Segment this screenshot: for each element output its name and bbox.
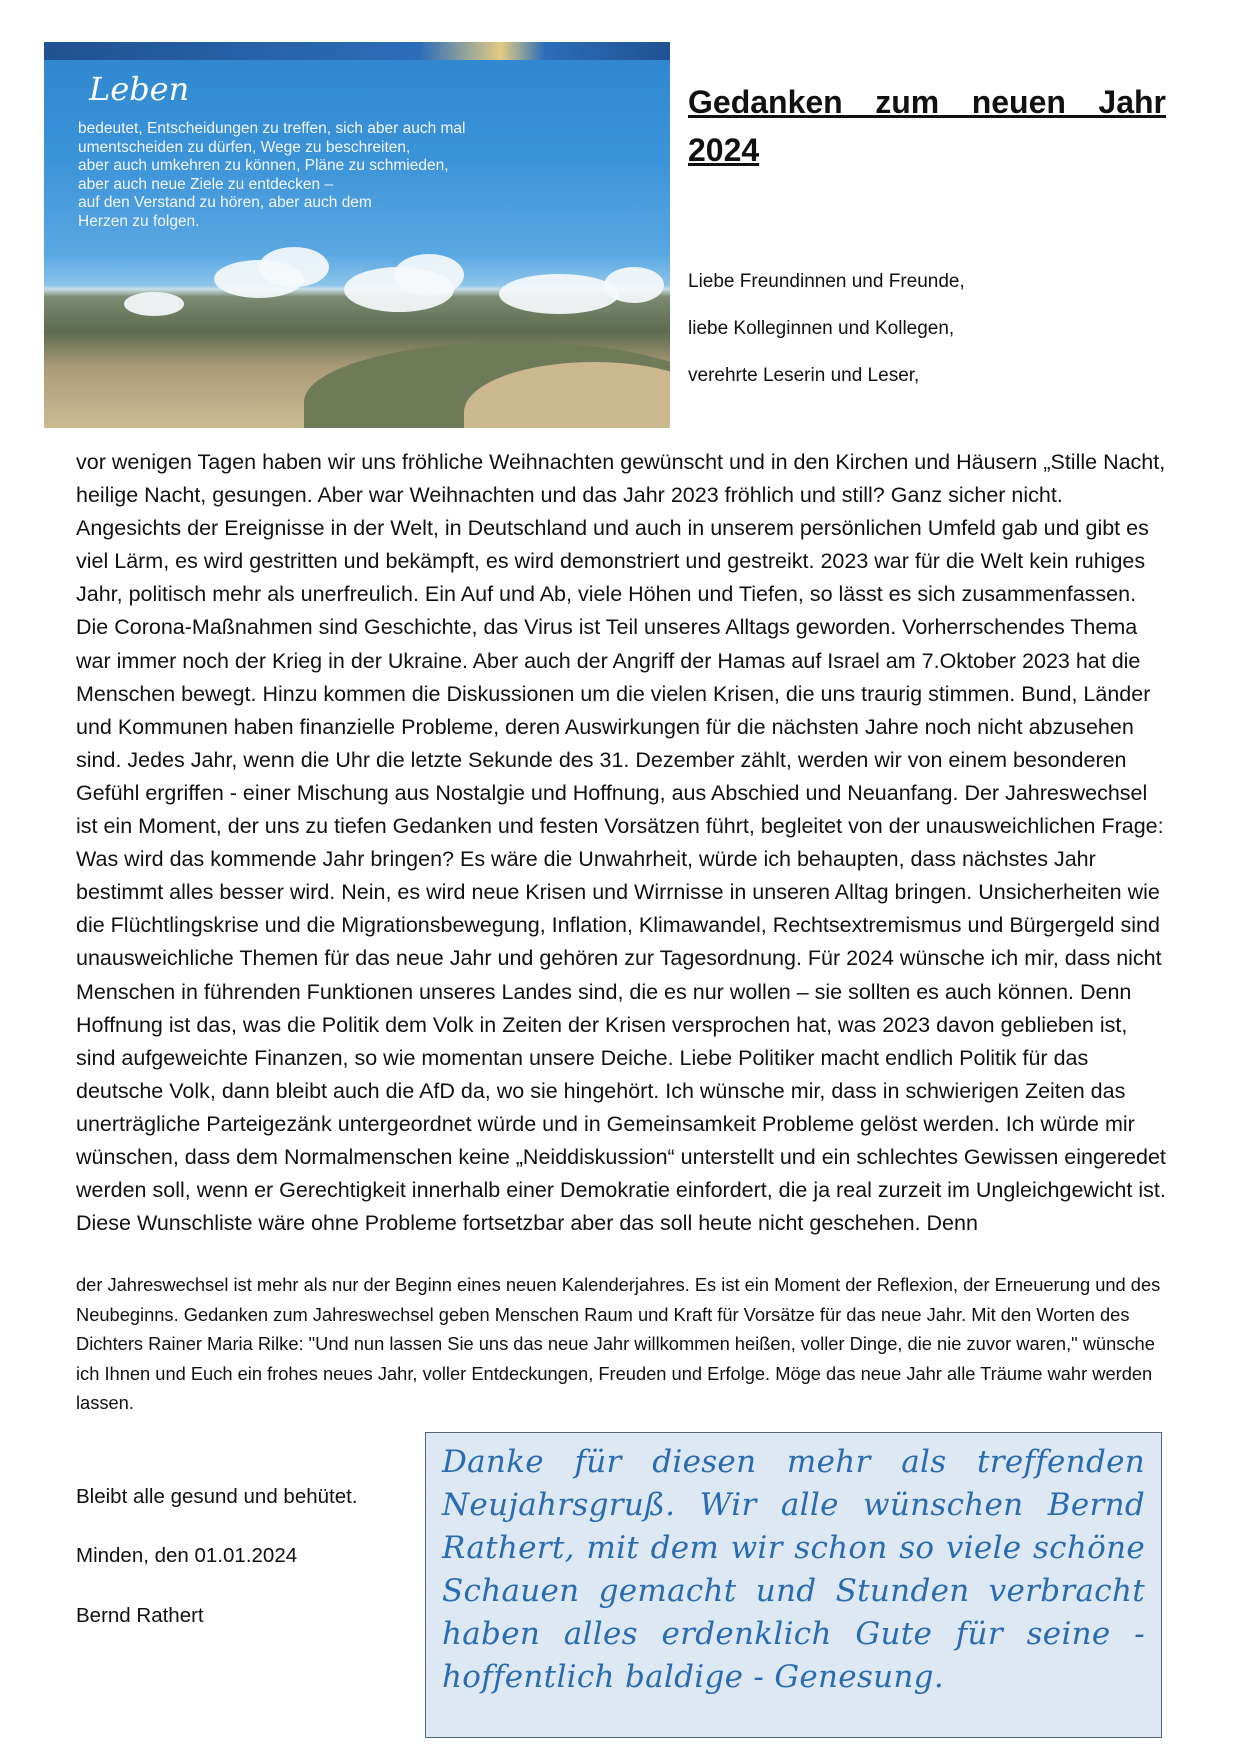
cloud [124,292,184,316]
cloud [259,247,329,287]
note-text: Danke für diesen mehr als treffenden Neujahrsgruß. Wir alle wünschen Bernd Rathert, mit dem wir schon so viele schöne Schauen gemacht und Stunden verbracht haben alles erdenklich Gute für seine - hoffentlich baldige - Genesung. [442,1444,1145,1695]
page-title: Gedanken zum neuen Jahr 2024 [688,84,1166,168]
image-quote: bedeutet, Entscheidungen zu treffen, sich aber auch mal umentscheiden zu dürfen, Wege zu beschreiten, aber auch umkehren zu können, Pläne zu schmieden, aber auch neue Ziele zu entdecken – auf den Verstand zu hören, aber auch dem Herzen zu folgen. [78,120,466,230]
cloud [499,274,619,314]
cloud [394,254,464,296]
salutation-line: Liebe Freundinnen und Freunde, [688,271,965,292]
letter-body: vor wenigen Tagen haben wir uns fröhliche Weihnachten gewünscht und in den Kirchen und Häusern „Stille Nacht, heilige Nacht, gesungen. Aber war Weihnachten und das Jahr 2023 fröhlich und still? Ganz sicher nicht. Angesichts der Ereignisse in der Welt, in Deutschland und auch in unserem persönlichen Umfeld gab und gibt es viel Lärm, es wird gestritten und bekämpft, es wird demonstriert und gestreikt. 2023 war für die Welt kein ruhiges Jahr, politisch mehr als unerfreulich. Ein Auf und Ab, viele Höhen und Tiefen, so lässt es sich zusammenfassen. Die Corona-Maßnahmen sind Geschichte, das Virus ist Teil unseres Alltags geworden. Vorherrschendes Thema war immer noch der Krieg in der Ukraine. Aber auch der Angriff der Hamas auf Israel am 7.Oktober 2023 hat die Menschen bewegt. Hinzu kommen die Diskussionen um die vielen Krisen, die uns traurig stimmen. Bund, Länder und Kommunen haben finanzielle Probleme, deren Auswirkungen für die nächsten Jahre noch nicht abzusehen sind. Jedes Jahr, wenn die Uhr die letzte Sekunde des 31. Dezember zählt, werden wir von einem besonderen Gefühl ergriffen - einer Mischung aus Nostalgie und Hoffnung, aus Abschied und Neuanfang. Der Jahreswechsel ist ein Moment, der uns zu tiefen Gedanken und festen Vorsätzen führt, begleitet von der unausweichlichen Frage: Was wird das kommende Jahr bringen? Es wäre die Unwahrheit, würde ich behaupten, dass nächstes Jahr bestimmt alles besser wird. Nein, es wird neue Krisen und Wirrnisse in unseren Alltag bringen. Unsicherheiten wie die Flüchtlingskrise und die Migrationsbewegung, Inflation, Klimawandel, Rechtsextremismus und Bürgergeld sind unausweichliche Themen für das neue Jahr und gehören zur Tagesordnung. Für 2024 wünsche ich mir, dass nicht Menschen in führenden Funktionen unseres Landes sind, die es nur wollen – sie sollten es auch können. Denn Hoffnung ist das, was die Politik dem Volk in Zeiten der Krisen versprochen hat, was 2023 davon geblieben ist, sind aufgeweichte Finanzen, so wie momentan unsere Deiche. Liebe Politiker macht endlich Politik für das deutsche Volk, dann bleibt auch die AfD da, wo sie hingehört. Ich wünsche mir, dass in schwierigen Zeiten das unerträgliche Parteigezänk untergeordnet würde und in Gemeinsamkeit Probleme gelöst werden. Ich würde mir wünschen, dass dem Normalmenschen keine „Neiddiskussion“ unterstellt und ein schlechtes Gewissen eingeredet werden soll, wenn er Gerechtigkeit innerhalb einer Demokratie einfordert, die ja real zurzeit im Ungleichgewicht ist. Diese Wunschliste wäre ohne Probleme fortsetzbar aber das soll heute nicht geschehen. Denn [76,450,1166,1236]
beach-photo [44,42,670,428]
signature: Bernd Rathert [76,1604,204,1627]
salutation-line: liebe Kolleginnen und Kollegen, [688,318,955,339]
image-title: Leben [89,70,190,108]
handwritten-note-box [425,1432,1162,1738]
cloud [604,267,664,303]
letter-body-small: der Jahreswechsel ist mehr als nur der Beginn eines neuen Kalenderjahres. Es ist ein Moment der Reflexion, der Erneuerung und des Neubeginns. Gedanken zum Jahreswechsel geben Menschen Raum und Kraft für Vorsätze für das neue Jahr. Mit den Worten des Dichters Rainer Maria Rilke: "Und nun lassen Sie uns das neue Jahr willkommen heißen, voller Dinge, die nie zuvor waren," wünsche ich Ihnen und Euch ein frohes neues Jahr, voller Entdeckungen, Freuden und Erfolge. Möge das neue Jahr alle Träume wahr werden lassen. [76,1274,1161,1414]
salutation-line: verehrte Leserin und Leser, [688,365,920,386]
sky-top-band [44,42,670,60]
closing-wish: Bleibt alle gesund und behütet. [76,1485,358,1508]
salutation [688,258,1188,399]
place-date: Minden, den 01.01.2024 [76,1544,298,1567]
